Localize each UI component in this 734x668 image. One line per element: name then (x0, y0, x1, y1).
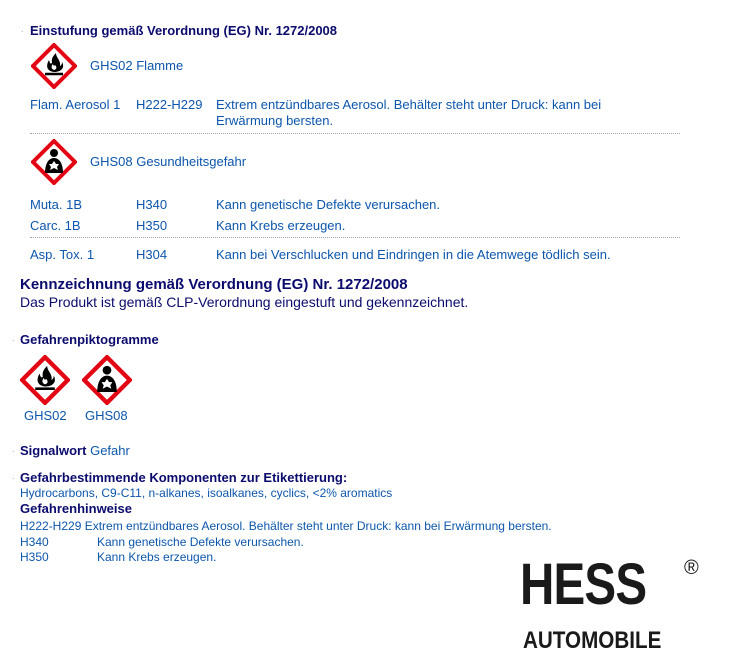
signal-word: Gefahr (90, 443, 130, 458)
hazard-code: H350 (136, 218, 168, 233)
health-hazard-icon (82, 355, 132, 405)
pictogram-code-label: GHS08 (85, 408, 128, 423)
hazard-statement-text: Kann genetische Defekte verursachen. (97, 535, 304, 549)
pictogram-label: GHS08 Gesundheitsgefahr (90, 154, 247, 169)
divider (30, 133, 680, 134)
hazard-category: Flam. Aerosol 1 (30, 97, 121, 112)
bullet-dot: . (21, 24, 24, 34)
hazard-statement-code: H340 (20, 535, 49, 549)
hazard-statement-code: H350 (20, 550, 49, 564)
registered-mark: ® (684, 557, 699, 579)
pictogram-label: GHS02 Flamme (90, 58, 184, 73)
hazard-statement-text: Kann Krebs erzeugen. (97, 550, 217, 564)
hazard-text: Extrem entzündbares Aerosol. Behälter steht unter Druck: kann bei (216, 97, 602, 112)
signal-word-heading: Signalwort (20, 443, 87, 458)
components-text: Hydrocarbons, C9-C11, n-alkanes, isoalkanes, cyclics, <2% aromatics (20, 486, 393, 500)
hazard-code: H222-H229 (136, 97, 203, 112)
hazard-code: H340 (136, 197, 168, 212)
bullet-dot: . (12, 444, 15, 454)
labelling-title: Kennzeichnung gemäß Verordnung (EG) Nr. 1272/2008 (20, 276, 408, 293)
bullet-dot: . (12, 333, 15, 343)
hazard-code: H304 (136, 247, 168, 262)
hazard-category: Asp. Tox. 1 (30, 247, 95, 262)
components-heading: Gefahrbestimmende Komponenten zur Etikettierung: (20, 470, 348, 485)
bullet-dot: . (12, 471, 15, 481)
pictograms-heading: Gefahrenpiktogramme (20, 332, 159, 347)
hazard-text: Kann genetische Defekte verursachen. (216, 197, 441, 212)
pictogram-code-label: GHS02 (24, 408, 67, 423)
health-hazard-icon (31, 139, 77, 185)
flame-icon (20, 355, 70, 405)
signal-word-line (20, 443, 130, 458)
flame-icon (31, 43, 77, 89)
hazard-statement-code: H222-H229 (20, 519, 82, 533)
labelling-subtitle: Das Produkt ist gemäß CLP-Verordnung eingestuft und gekennzeichnet. (20, 294, 469, 310)
hazard-category: Muta. 1B (30, 197, 83, 212)
divider (30, 237, 680, 238)
hazard-text: Kann bei Verschlucken und Eindringen in die Atemwege tödlich sein. (216, 247, 611, 262)
brand-logo: HESS (520, 552, 647, 617)
hazard-text: Kann Krebs erzeugen. (216, 218, 346, 233)
brand-subline: AUTOMOBILE (523, 627, 662, 654)
hazard-text-continued: Erwärmung bersten. (216, 113, 334, 128)
classification-title: Einstufung gemäß Verordnung (EG) Nr. 1272/2008 (30, 23, 338, 38)
hazard-category: Carc. 1B (30, 218, 81, 233)
hazard-statements-heading: Gefahrenhinweise (20, 501, 132, 516)
hazard-statement-text: Extrem entzündbares Aerosol. Behälter steht unter Druck: kann bei Erwärmung bersten. (84, 519, 552, 533)
hazard-statement-line (20, 519, 552, 533)
